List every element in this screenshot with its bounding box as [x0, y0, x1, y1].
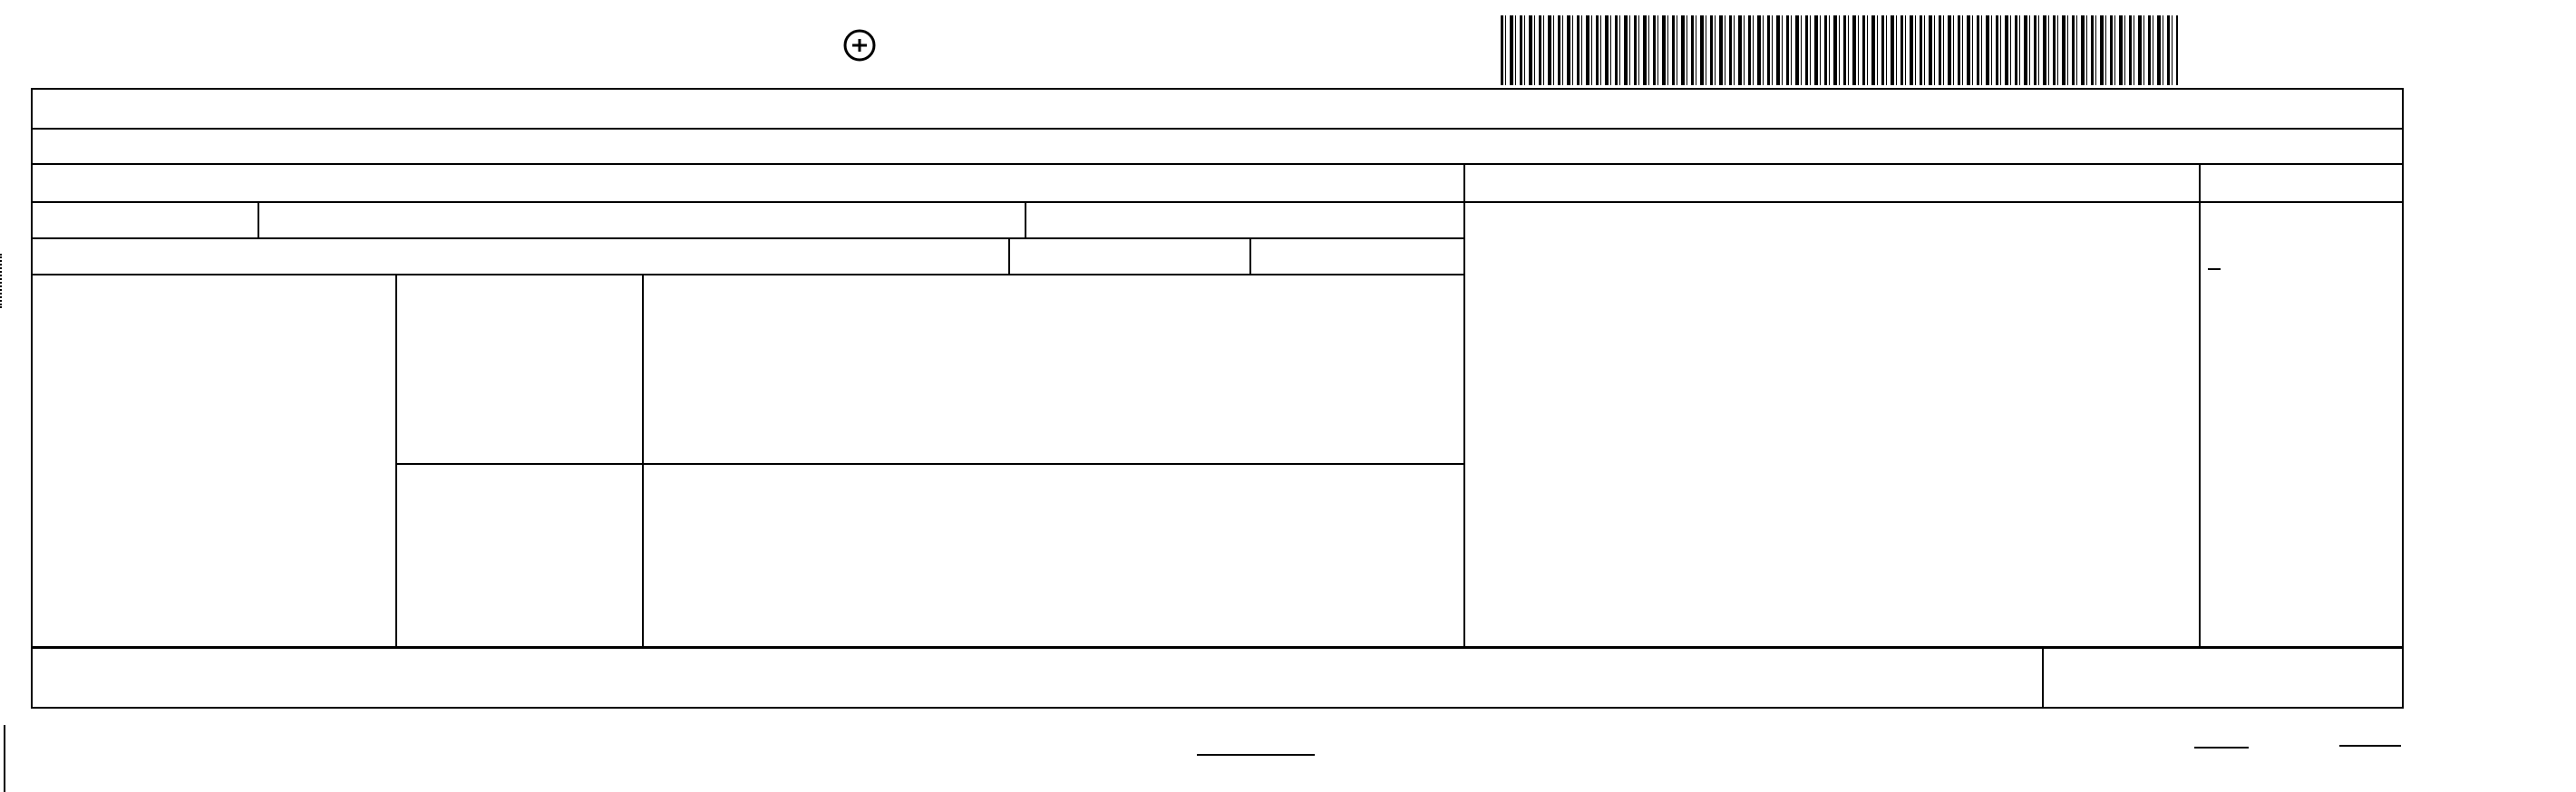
- row-divider: [31, 707, 2404, 709]
- barcode: [1501, 15, 2178, 85]
- col-divider: [1008, 237, 1010, 274]
- row-divider: [395, 463, 1463, 465]
- row-divider: [31, 274, 1463, 275]
- stray-mark: [2194, 747, 2249, 749]
- col-divider: [258, 201, 259, 237]
- label-frame: [31, 88, 2404, 648]
- col-divider: [395, 274, 397, 647]
- row-divider: [31, 128, 2404, 130]
- row-divider: [31, 647, 2404, 649]
- margin-line: [4, 725, 5, 792]
- mark: [2208, 268, 2221, 270]
- col-divider: [1463, 163, 1465, 647]
- col-divider: [2199, 163, 2201, 647]
- col-divider: [1025, 201, 1026, 237]
- row-divider: [31, 237, 1463, 239]
- row-divider: [31, 201, 2404, 203]
- margin-line: [0, 254, 2, 308]
- certipostal-logo: [832, 24, 887, 78]
- stray-mark: [2339, 745, 2401, 747]
- row-divider: [31, 163, 2404, 165]
- col-divider: [1249, 237, 1251, 274]
- stray-mark: [1197, 754, 1315, 756]
- frame-edge: [2402, 647, 2404, 707]
- frame-edge: [31, 647, 33, 707]
- col-divider: [642, 274, 644, 647]
- col-divider: [2042, 647, 2044, 707]
